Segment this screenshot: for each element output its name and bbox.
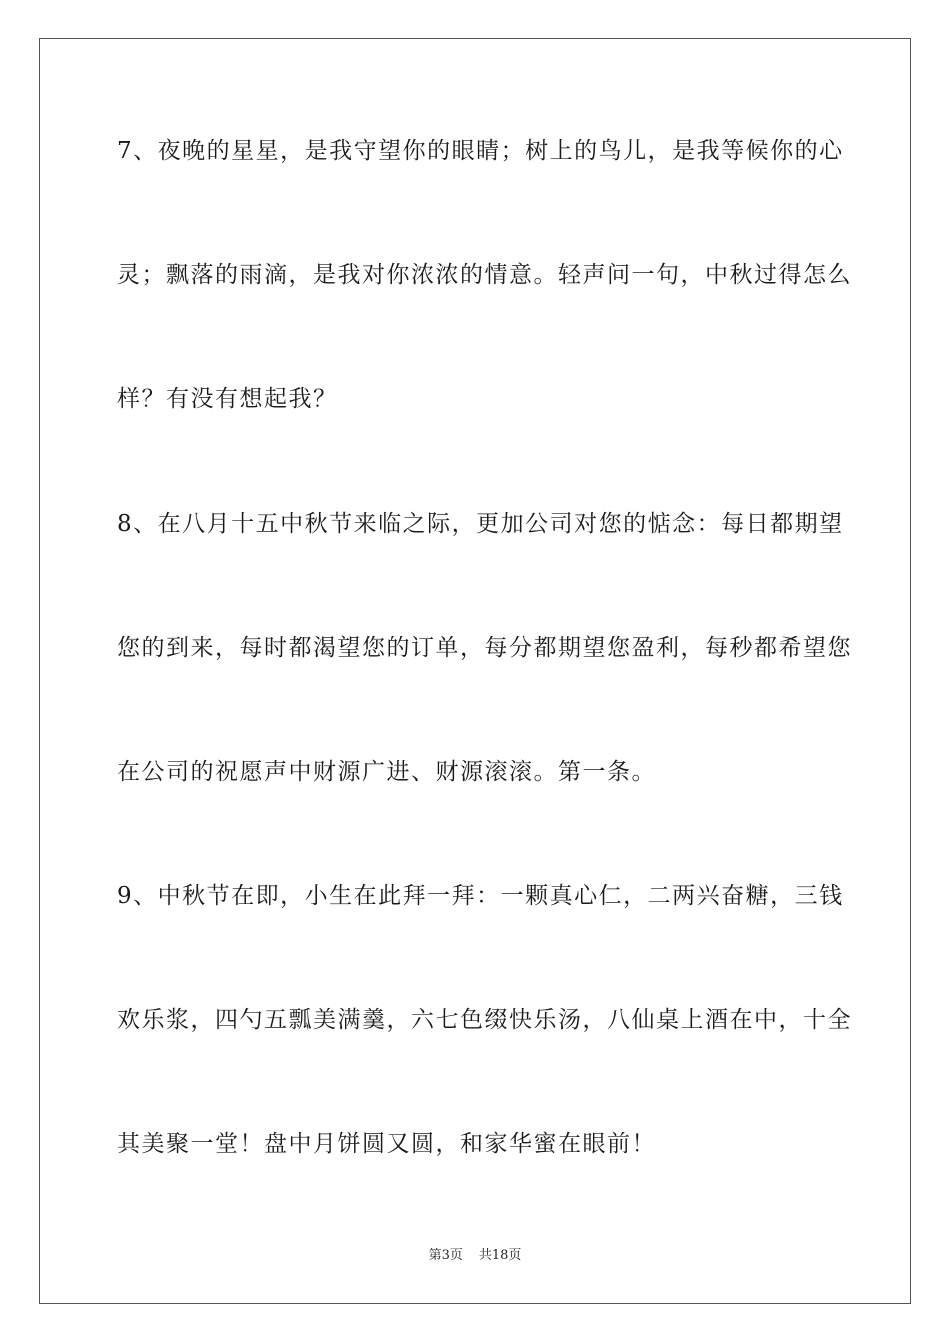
paragraph-9-line-1: 9、中秋节在即，小生在此拜一拜：一颗真心仁，二两兴奋糖，三钱 bbox=[117, 883, 844, 909]
paragraph-7-line-2: 灵；飘落的雨滴，是我对你浓浓的情意。轻声问一句，中秋过得怎么 bbox=[117, 262, 852, 288]
paragraph-8-line-2: 您的到来，每时都渴望您的订单，每分都期望您盈利，每秒都希望您 bbox=[117, 635, 852, 661]
paragraph-9-line-2: 欢乐浆，四勺五瓢美满羹，六七色缀快乐汤，八仙桌上酒在中，十全 bbox=[117, 1007, 852, 1033]
paragraph-8-line-1: 8、在八月十五中秋节来临之际，更加公司对您的惦念：每日都期望 bbox=[117, 511, 844, 537]
page-footer bbox=[0, 1247, 950, 1265]
page-frame bbox=[39, 38, 911, 1304]
paragraph-8-line-3: 在公司的祝愿声中财源广进、财源滚滚。第一条。 bbox=[117, 759, 656, 785]
paragraph-7-line-3: 样？有没有想起我？ bbox=[117, 386, 338, 412]
page-number: 第3页 bbox=[428, 1248, 463, 1263]
paragraph-7-line-1: 7、夜晚的星星，是我守望你的眼睛；树上的鸟儿，是我等候你的心 bbox=[117, 138, 844, 164]
page-total: 共18页 bbox=[478, 1248, 522, 1263]
paragraph-9-line-3: 其美聚一堂！盘中月饼圆又圆，和家华蜜在眼前！ bbox=[117, 1131, 656, 1157]
